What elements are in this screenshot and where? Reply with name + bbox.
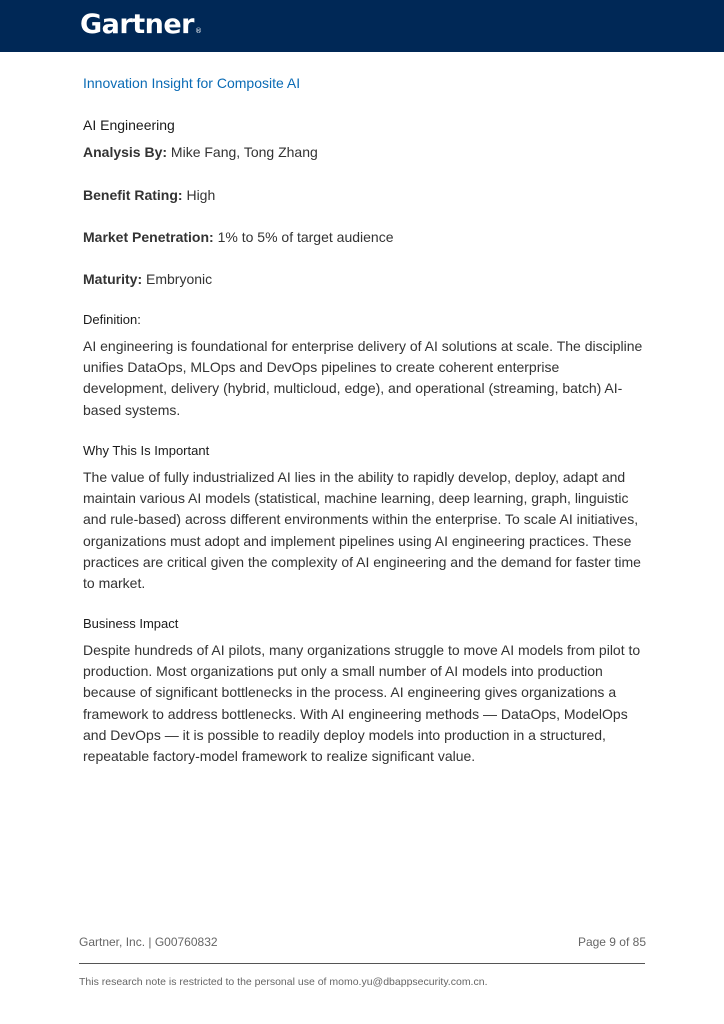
footer-document-id: Gartner, Inc. | G00760832 [79, 935, 218, 949]
maturity-label: Maturity: [83, 271, 143, 287]
benefit-rating [83, 186, 215, 204]
analysis-by-label: Analysis By: [83, 144, 168, 160]
footer-divider [79, 963, 645, 964]
maturity [83, 270, 212, 288]
document-title-link[interactable]: Innovation Insight for Composite AI [83, 75, 301, 91]
footer-page-number: Page 9 of 85 [577, 935, 646, 949]
maturity-value: Embryonic [142, 271, 213, 287]
gartner-logo [80, 8, 201, 48]
analysis-by-value: Mike Fang, Tong Zhang [167, 144, 318, 160]
registered-mark: ® [194, 27, 202, 35]
footer-usage-note: This research note is restricted to the personal use of momo.yu@dbappsecurity.com.cn. [79, 976, 488, 988]
market-penetration [83, 228, 394, 246]
market-penetration-value: 1% to 5% of target audience [213, 229, 394, 245]
business-impact-body: Despite hundreds of AI pilots, many organizations struggle to move AI models from pilot to production. Most organizations put only a small number of AI models into production because of significant bottlenecks in the process. AI engineering gives organizations a framework to address bottlenecks. With AI engineering methods — DataOps, ModelOps and DevOps — it is possible to readily deploy models into production in a structured, repeatable factory-model framework to realize significant value. [83, 642, 641, 765]
section-title: AI Engineering [83, 117, 175, 133]
definition-body: AI engineering is foundational for enterprise delivery of AI solutions at scale. The discipline unifies DataOps, MLOps and DevOps pipelines to create coherent enterprise development, delivery (hybrid, multicloud, edge), and operational (streaming, batch) AI-based systems. [83, 338, 643, 418]
benefit-rating-label: Benefit Rating: [83, 187, 183, 203]
definition-heading: Definition: [83, 312, 141, 327]
benefit-rating-value: High [182, 187, 216, 203]
logo-text: Gartner [80, 9, 194, 40]
market-penetration-label: Market Penetration: [83, 229, 214, 245]
why-important-heading: Why This Is Important [83, 443, 210, 458]
business-impact-heading: Business Impact [83, 616, 179, 631]
analysis-by [83, 143, 318, 161]
why-important-body: The value of fully industrialized AI lies in the ability to rapidly develop, deploy, adapt and maintain various AI models (statistical, machine learning, deep learning, graph, linguistic and rule-based) across different environments within the enterprise. To scale AI initiatives, organizations must adopt and implement pipelines using AI engineering practices. These practices are critical given the complexity of AI engineering and the demand for faster time to market. [83, 469, 641, 592]
header-bar [0, 0, 724, 52]
